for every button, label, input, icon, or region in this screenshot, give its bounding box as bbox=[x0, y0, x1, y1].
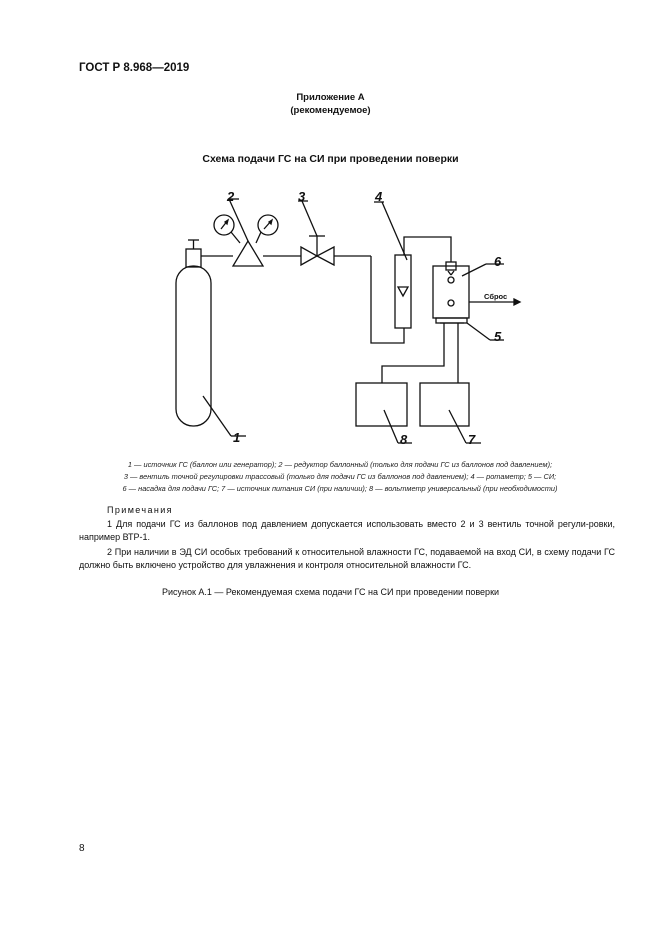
label-6: 6 bbox=[494, 254, 502, 269]
figure-caption: Рисунок А.1 — Рекомендуемая схема подачи ГС на СИ при проведении поверки bbox=[161, 587, 500, 597]
legend-line: 1 — источник ГС (баллон или генератор); 2 — редуктор баллонный (только для подачи ГС из баллонов под давлением); bbox=[127, 460, 553, 469]
label-2: 2 bbox=[227, 189, 235, 204]
rotameter-icon bbox=[374, 202, 411, 328]
appendix-title: Приложение А bbox=[296, 92, 365, 103]
appendix-subtitle: (рекомендуемое) bbox=[290, 105, 371, 116]
document-header: ГОСТ Р 8.968—2019 bbox=[79, 62, 190, 74]
label-7: 7 bbox=[468, 432, 476, 447]
gas-cylinder-icon bbox=[176, 240, 246, 436]
label-4: 4 bbox=[375, 189, 383, 204]
gas-supply-diagram bbox=[0, 180, 661, 455]
label-1: 1 bbox=[233, 430, 241, 445]
label-5: 5 bbox=[494, 329, 502, 344]
exhaust-label: Сброс bbox=[484, 292, 508, 301]
control-valve-icon bbox=[298, 201, 334, 265]
label-3: 3 bbox=[298, 189, 306, 204]
page-number: 8 bbox=[79, 843, 85, 854]
measuring-device-icon bbox=[433, 262, 520, 340]
legend-line: 6 — насадка для подачи ГС; 7 — источник питания СИ (при наличии); 8 — вольтметр универсальный (при необходимости) bbox=[122, 484, 558, 493]
label-8: 8 bbox=[400, 432, 408, 447]
notes-heading: Примечания bbox=[107, 505, 173, 515]
figure-legend bbox=[70, 459, 610, 495]
legend-line: 3 — вентиль точной регулировки трассовый (только для подачи ГС из баллонов под давлением); 4 — ротаметр; 5 — СИ; bbox=[123, 472, 557, 481]
note-1: 1 Для подачи ГС из баллонов под давлением допускается использовать вместо 2 и 3 вентиль точной регули-ровки, например ВТР-1. bbox=[79, 519, 615, 542]
figure-title: Схема подачи ГС на СИ при проведении поверки bbox=[202, 153, 459, 165]
note-2: 2 При наличии в ЭД СИ особых требований к относительной влажности ГС, подаваемой на вход СИ, в схему подачи ГС должно быть включено устройство для увлажнения и контроля относительной влажности ГС. bbox=[79, 547, 615, 570]
